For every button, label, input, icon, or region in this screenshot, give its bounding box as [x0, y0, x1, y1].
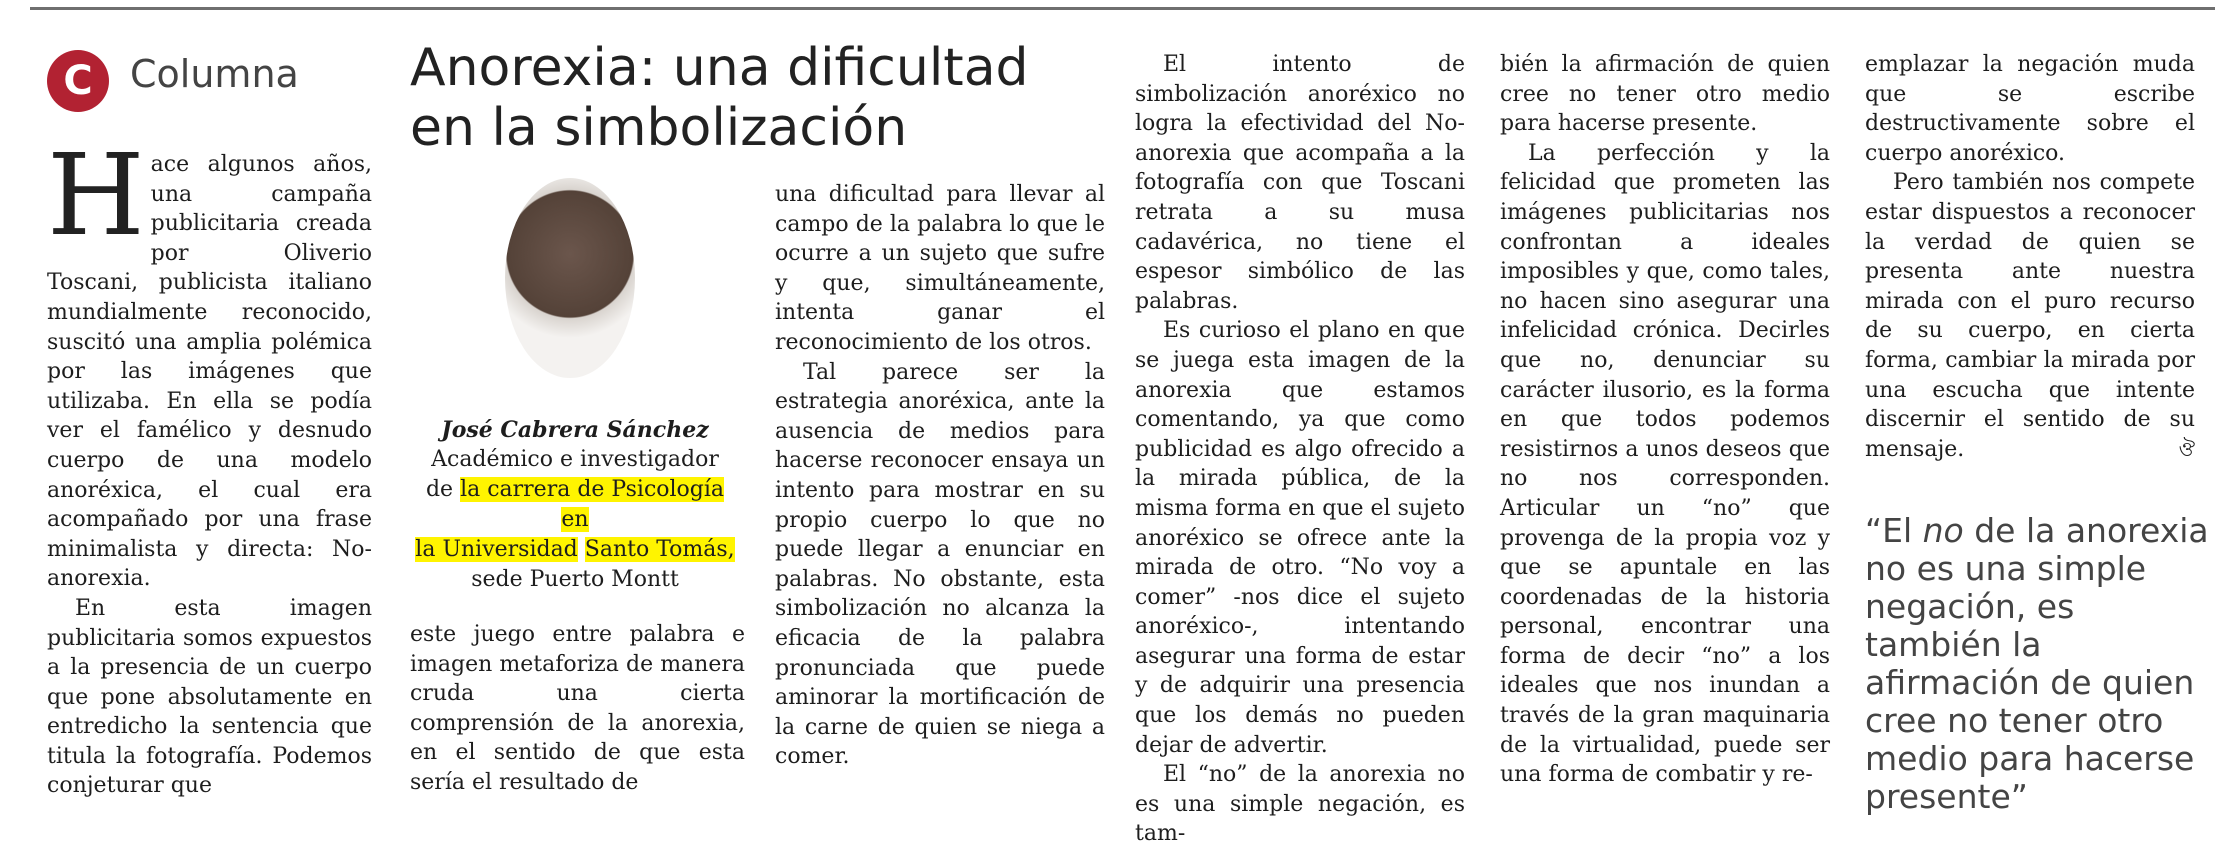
column-1	[47, 131, 372, 801]
headline	[410, 38, 1029, 158]
pull-quote: “El no de la anorexia no es una simple negación, es también la afirmación de quien cree no tener otro medio para hacerse presente”	[1865, 511, 2209, 816]
paragraph: este juego entre palabra e imagen metaforiza de manera cruda una cierta comprensión de la anorexia, en el sentido de que esta sería el resultado de	[410, 622, 745, 795]
column-2	[410, 620, 745, 798]
headline-line1: Anorexia: una dificultad	[410, 38, 1029, 98]
drop-cap: H	[47, 131, 145, 261]
paragraph: Pero también nos compete estar dispuestos a reconocer la verdad de quien se presenta ante nuestra mirada con el puro recurso de su cuerpo, en cierta forma, cambiar la mirada por una escucha que intente discernir el sentido de su mensaje. ঔ	[1865, 168, 2195, 464]
author-affiliation-3: sede Puerto Montt	[471, 567, 679, 592]
column-6	[1865, 50, 2195, 464]
paragraph: emplazar la negación muda que se escribe destructivamente sobre el cuerpo anoréxico.	[1865, 52, 2195, 166]
end-mark-icon: ঔ	[2178, 436, 2195, 461]
author-name: José Cabrera Sánchez	[441, 417, 709, 443]
paragraph: En esta imagen publicitaria somos expuestos a la presencia de un cuerpo que pone absolutamente en entredicho la sentencia que titula la fotografía. Podemos conjeturar que	[47, 595, 372, 799]
paragraph: El intento de simbolización anoréxico no logra la efectividad del No-anorexia que acompaña a la fotografía con que Toscani retrata a su musa cadavérica, no tiene el espesor simbólico de las palabras.	[1135, 52, 1465, 314]
paragraph: bién la afirmación de quien cree no tener otro medio para hacerse presente.	[1500, 52, 1830, 137]
paragraph: una dificultad para llevar al campo de la palabra lo que le ocurre a un sujeto que sufre y que, simultáneamente, intenta ganar el reconocimiento de los otros.	[775, 182, 1105, 355]
paragraph: Tal parece ser la estrategia anoréxica, ante la ausencia de medios para hacerse reconocer ensaya un intento para mostrar en su propio cuerpo lo que no puede llegar a enunciar en palabras. No obstante, esta simbolización no alcanza la eficacia de la palabra pronunciada que puede aminorar la mortificación de la carne de quien se niega a comer.	[775, 359, 1105, 770]
headline-line2: en la simbolización	[410, 98, 908, 158]
column-3	[775, 180, 1105, 772]
author-byline	[410, 415, 740, 595]
column-5	[1500, 50, 1830, 790]
paragraph: Hace algunos años, una campaña publicitaria creada por Oliverio Toscani, publicista italiano mundialmente reconocido, suscitó una amplia polémica por las imágenes que utilizaba. En ella se podía ver el famélico y desnudo cuerpo de una modelo anoréxica, el cual era acompañado por una frase minimalista y directa: No-anorexia.	[47, 131, 372, 592]
paragraph: Es curioso el plano en que se juega esta imagen de la anorexia que estamos comentando, ya que como publicidad es algo ofrecido a la mirada pública, de la misma forma en que el sujeto anoréxico se ofrece ante la mirada de otro. “No voy a comer” -nos dice el sujeto anoréxico-, intentando asegurar una forma de estar y de adquirir una presencia que los demás no pueden dejar de advertir.	[1135, 318, 1465, 758]
column-4	[1135, 50, 1465, 849]
paragraph: El “no” de la anorexia no es una simple negación, es tam-	[1135, 762, 1465, 847]
author-affiliation-1: de la carrera de Psicología en	[425, 477, 725, 532]
paragraph: La perfección y la felicidad que prometen las imágenes publicitarias nos confrontan a ideales imposibles y que, como tales, no hacen sino asegurar una infelicidad crónica. Decirles que no, denunciar su carácter ilusorio, es la forma en que todos podemos resistirnos a unos deseos que no nos corresponden. Articular un “no” que provenga de la propia voz y que se apuntale en las coordenadas de la historia personal, encontrar una forma de decir “no” a los ideales que nos inundan a través de la gran maquinaria de la virtualidad, puede ser una forma de combatir y re-	[1500, 140, 1830, 788]
author-role: Académico e investigador	[431, 447, 719, 472]
section-badge: C	[47, 50, 109, 112]
author-photo	[505, 178, 635, 378]
section-label: Columna	[130, 52, 299, 96]
top-rule	[30, 7, 2215, 10]
author-affiliation-2: la Universidad Santo Tomás,	[415, 537, 735, 562]
